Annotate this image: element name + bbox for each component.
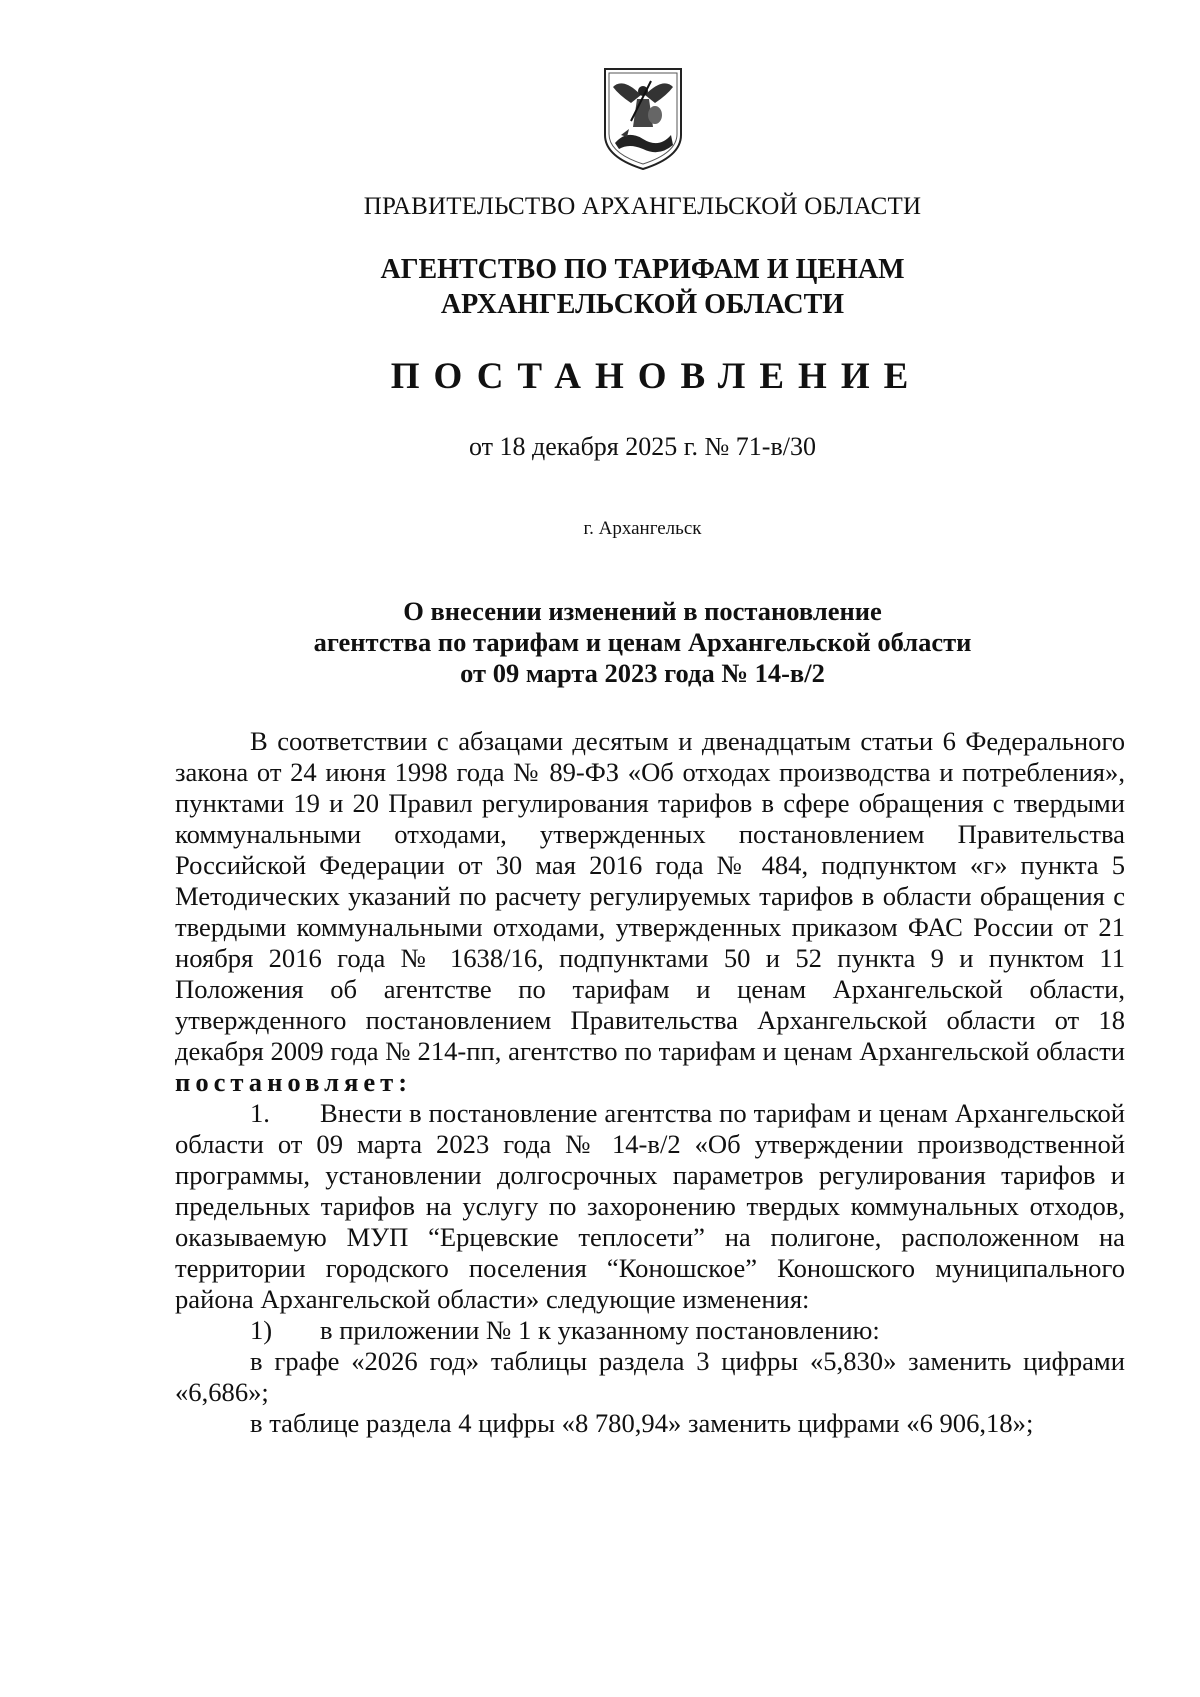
document-date-number: от 18 декабря 2025 г. № 71-в/30 (469, 432, 816, 461)
preamble-text: В соответствии с абзацами десятым и двенадцатым статьи 6 Федерального закона от 24 июня 1998 года № 89-ФЗ «Об отходах производства и потребления», пунктами 19 и 20 Правил регулирования тарифов в сфере обращения с твердыми коммунальными отходами, утвержденных постановлением Правительства Российской Федерации от 30 мая 2016 года № 484, подпунктом «г» пункта 5 Методических указаний по расчету регулируемых тарифов в области обращения с твердыми коммунальными отходами, утвержденных приказом ФАС России от 21 ноября 2016 года № 1638/16, подпунктами 50 и 52 пункта 9 и пунктом 11 Положения об агентстве по тарифам и ценам Архангельской области, утвержденного постановлением Правительства Архангельской области от 18 декабря 2009 года № 214-пп, агентство по тарифам и ценам Архангельской области (175, 726, 1125, 1066)
document-body (175, 726, 1125, 1439)
change-1-paragraph: в графе «2026 год» таблицы раздела 3 цифры «5,830» заменить цифрами «6,686»; (175, 1346, 1125, 1407)
document-subject (160, 596, 1125, 689)
subitem-1-paragraph (175, 1315, 1125, 1346)
document-type: ПОСТАНОВЛЕНИЕ (390, 356, 923, 397)
subitem-1-text: в приложении № 1 к указанному постановлению: (320, 1315, 880, 1345)
preamble-paragraph (175, 726, 1125, 1098)
coat-of-arms-icon (601, 65, 685, 173)
agency-name (160, 252, 1125, 322)
change-2-paragraph: в таблице раздела 4 цифры «8 780,94» заменить цифрами «6 906,18»; (250, 1408, 1034, 1438)
agency-name-line1: АГЕНТСТВО ПО ТАРИФАМ И ЦЕНАМ (380, 254, 905, 285)
agency-name-line2: АРХАНГЕЛЬСКОЙ ОБЛАСТИ (440, 289, 845, 320)
subject-line2: агентства по тарифам и ценам Архангельской области (313, 627, 972, 657)
resolves-keyword: постановляет: (175, 1067, 413, 1097)
item-1-number: 1. (250, 1098, 270, 1128)
document-city: г. Архангельск (583, 518, 702, 539)
subitem-1-number: 1) (250, 1315, 273, 1345)
item-1-text: Внести в постановление агентства по тарифам и ценам Архангельской области от 09 марта 2023 года № 14-в/2 «Об утверждении производственной программы, установлении долгосрочных параметров регулирования тарифов и предельных тарифов на услугу по захоронению твердых коммунальных отходов, оказываемую МУП “Ерцевские теплосети” на полигоне, расположенном на территории городского поселения “Коношское” Коношского муниципального района Архангельской области» следующие изменения: (175, 1098, 1125, 1314)
government-name: ПРАВИТЕЛЬСТВО АРХАНГЕЛЬСКОЙ ОБЛАСТИ (363, 193, 922, 220)
item-1-paragraph (175, 1098, 1125, 1315)
subject-line3: от 09 марта 2023 года № 14-в/2 (460, 658, 825, 688)
subject-line1: О внесении изменений в постановление (403, 596, 882, 626)
